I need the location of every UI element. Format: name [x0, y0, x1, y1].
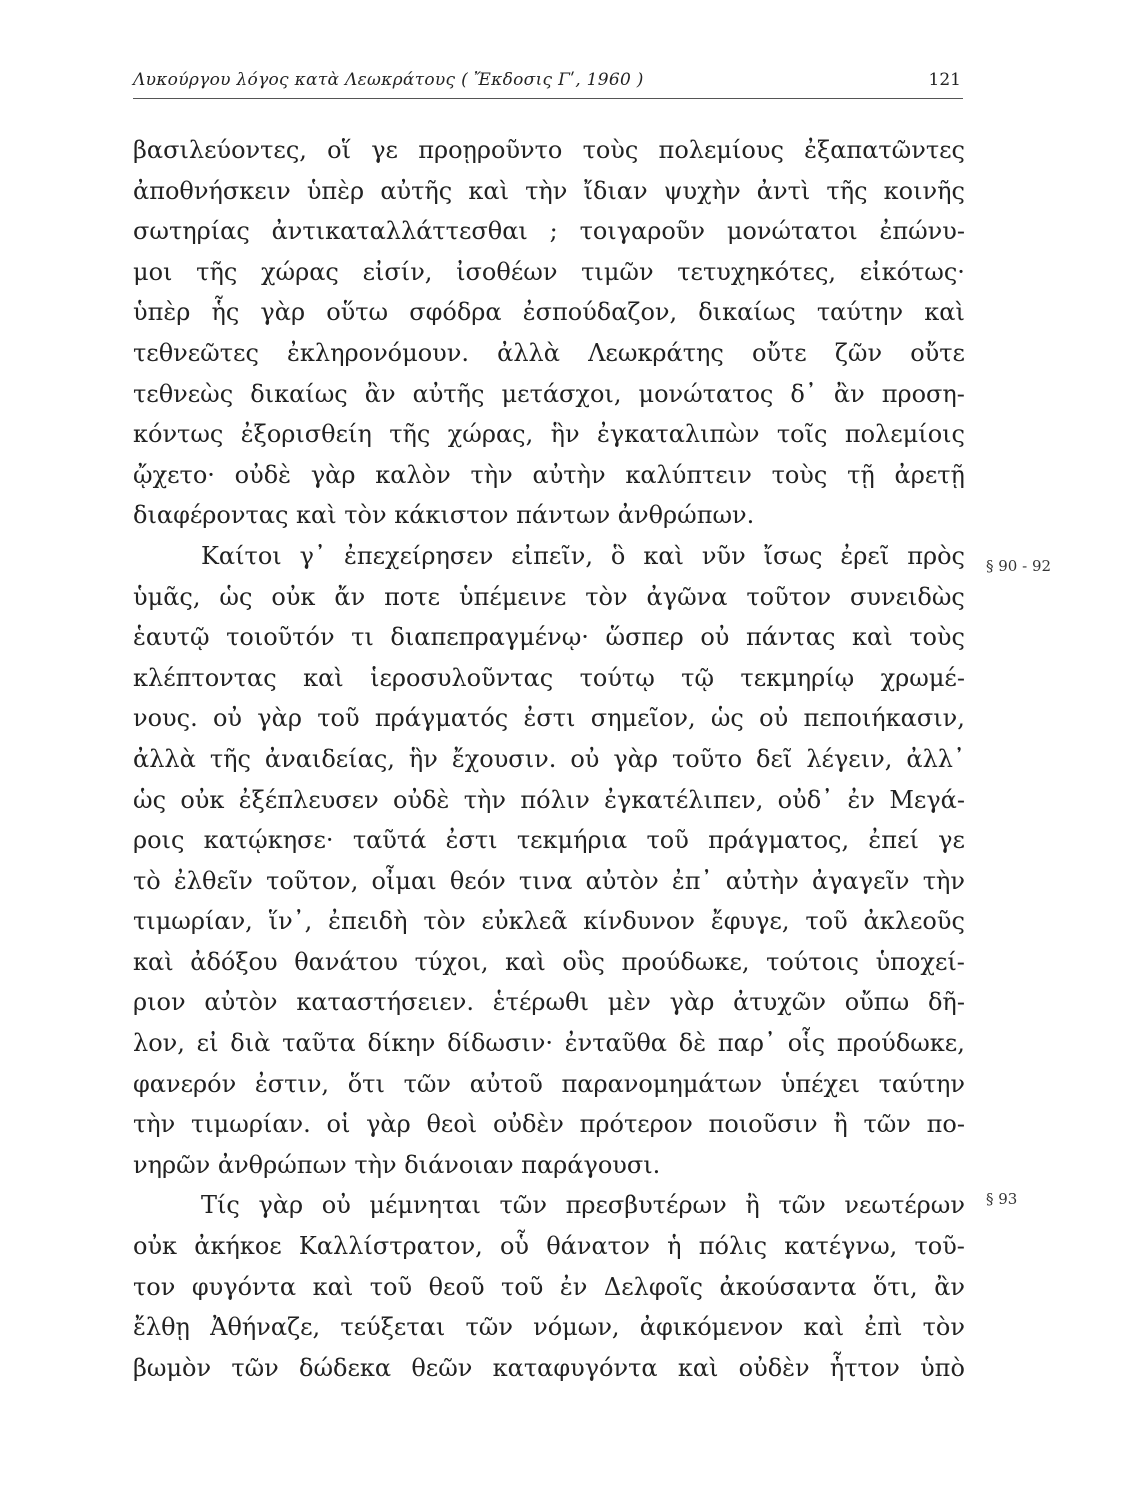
- text-line: σωτηρίας ἀντικαταλλάττεσθαι ; τοιγαροῦν μονώτατοι ἐπώνυ-: [133, 217, 965, 246]
- text-line: οὐκ ἀκήκοε Καλλίστρατον, οὗ θάνατον ἡ πόλις κατέγνω, τοῦ-: [133, 1232, 965, 1261]
- text-line: καὶ ἀδόξου θανάτου τύχοι, καὶ οὓς προύδωκε, τούτοις ὑποχεί-: [133, 947, 965, 976]
- paragraph-start-line: Καίτοι γ᾽ ἐπεχείρησεν εἰπεῖν, ὃ καὶ νῦν ἴσως ἐρεῖ πρὸς: [201, 541, 965, 570]
- text-line: κόντως ἐξορισθείη τῆς χώρας, ἣν ἐγκαταλιπὼν τοῖς πολεμίοις: [133, 420, 965, 449]
- text-line: ἀλλὰ τῆς ἀναιδείας, ἣν ἔχουσιν. οὐ γὰρ τοῦτο δεῖ λέγειν, ἀλλ᾽: [133, 744, 965, 773]
- paragraph-end-line: νηρῶν ἀνθρώπων τὴν διάνοιαν παράγουσι.: [133, 1150, 661, 1179]
- text-line: ριον αὐτὸν καταστήσειεν. ἑτέρωθι μὲν γὰρ ἀτυχῶν οὔπω δῆ-: [133, 988, 965, 1017]
- text-line: ἀποθνήσκειν ὑπὲρ αὐτῆς καὶ τὴν ἴδιαν ψυχὴν ἀντὶ τῆς κοινῆς: [133, 176, 965, 205]
- text-line: ὑμᾶς, ὡς οὐκ ἄν ποτε ὑπέμεινε τὸν ἀγῶνα τοῦτον συνειδὼς: [133, 582, 965, 611]
- running-header: [133, 68, 963, 99]
- section-marker-90-92: § 90 - 92: [986, 557, 1052, 575]
- text-line: ᾤχετο· οὐδὲ γὰρ καλὸν τὴν αὐτὴν καλύπτειν τοὺς τῇ ἀρετῇ: [133, 460, 965, 489]
- text-line: τεθνεὼς δικαίως ἂν αὐτῆς μετάσχοι, μονώτατος δ᾽ ἂν προση-: [133, 379, 965, 408]
- paragraph-start-line: Τίς γὰρ οὐ μέμνηται τῶν πρεσβυτέρων ἢ τῶν νεωτέρων: [201, 1191, 965, 1220]
- text-line: τεθνεῶτες ἐκληρονόμουν. ἀλλὰ Λεωκράτης οὔτε ζῶν οὔτε: [133, 338, 965, 367]
- text-line: λον, εἰ διὰ ταῦτα δίκην δίδωσιν· ἐνταῦθα δὲ παρ᾽ οἷς προύδωκε,: [133, 1029, 965, 1058]
- text-line: τὸ ἐλθεῖν τοῦτον, οἶμαι θεόν τινα αὐτὸν ἐπ᾽ αὐτὴν ἀγαγεῖν τὴν: [133, 866, 965, 895]
- text-line: ἑαυτῷ τοιοῦτόν τι διαπεπραγμένῳ· ὥσπερ οὐ πάντας καὶ τοὺς: [133, 623, 965, 652]
- text-line: βασιλεύοντες, οἵ γε προῃροῦντο τοὺς πολεμίους ἐξαπατῶντες: [133, 136, 965, 164]
- text-line: νους. οὐ γὰρ τοῦ πράγματός ἐστι σημεῖον, ὡς οὐ πεποιήκασιν,: [133, 704, 965, 733]
- page-number: 121: [928, 70, 961, 90]
- text-line: ροις κατῴκησε· ταῦτά ἐστι τεκμήρια τοῦ πράγματος, ἐπεί γε: [133, 826, 965, 855]
- paragraph-end-line: διαφέροντας καὶ τὸν κάκιστον πάντων ἀνθρώπων.: [133, 501, 755, 530]
- running-title: Λυκούργου λόγος κατὰ Λεωκράτους ( Ἔκδοσις Γʹ, 1960 ): [133, 70, 644, 90]
- text-line: τιμωρίαν, ἵν᾽, ἐπειδὴ τὸν εὐκλεᾶ κίνδυνον ἔφυγε, τοῦ ἀκλεοῦς: [133, 907, 965, 936]
- text-line: φανερόν ἐστιν, ὅτι τῶν αὐτοῦ παρανομημάτων ὑπέχει ταύτην: [133, 1069, 965, 1098]
- text-line: ὑπὲρ ἧς γὰρ οὕτω σφόδρα ἐσπούδαζον, δικαίως ταύτην καὶ: [133, 298, 965, 327]
- text-line: κλέπτοντας καὶ ἱεροσυλοῦντας τούτῳ τῷ τεκμηρίῳ χρωμέ-: [133, 663, 965, 692]
- text-line: τον φυγόντα καὶ τοῦ θεοῦ τοῦ ἐν Δελφοῖς ἀκούσαντα ὅτι, ἂν: [133, 1272, 965, 1301]
- text-line: μοι τῆς χώρας εἰσίν, ἰσοθέων τιμῶν τετυχηκότες, εἰκότως·: [133, 257, 965, 286]
- text-line: βωμὸν τῶν δώδεκα θεῶν καταφυγόντα καὶ οὐδὲν ἧττον ὑπὸ: [133, 1353, 965, 1382]
- section-marker-93: § 93: [986, 1190, 1018, 1208]
- text-line: ὡς οὐκ ἐξέπλευσεν οὐδὲ τὴν πόλιν ἐγκατέλιπεν, οὐδ᾽ ἐν Μεγά-: [133, 785, 965, 814]
- text-line: τὴν τιμωρίαν. οἱ γὰρ θεοὶ οὐδὲν πρότερον ποιοῦσιν ἢ τῶν πο-: [133, 1110, 965, 1139]
- text-line: ἔλθῃ Ἀθήναζε, τεύξεται τῶν νόμων, ἀφικόμενον καὶ ἐπὶ τὸν: [133, 1313, 965, 1342]
- body-text: [133, 130, 965, 1388]
